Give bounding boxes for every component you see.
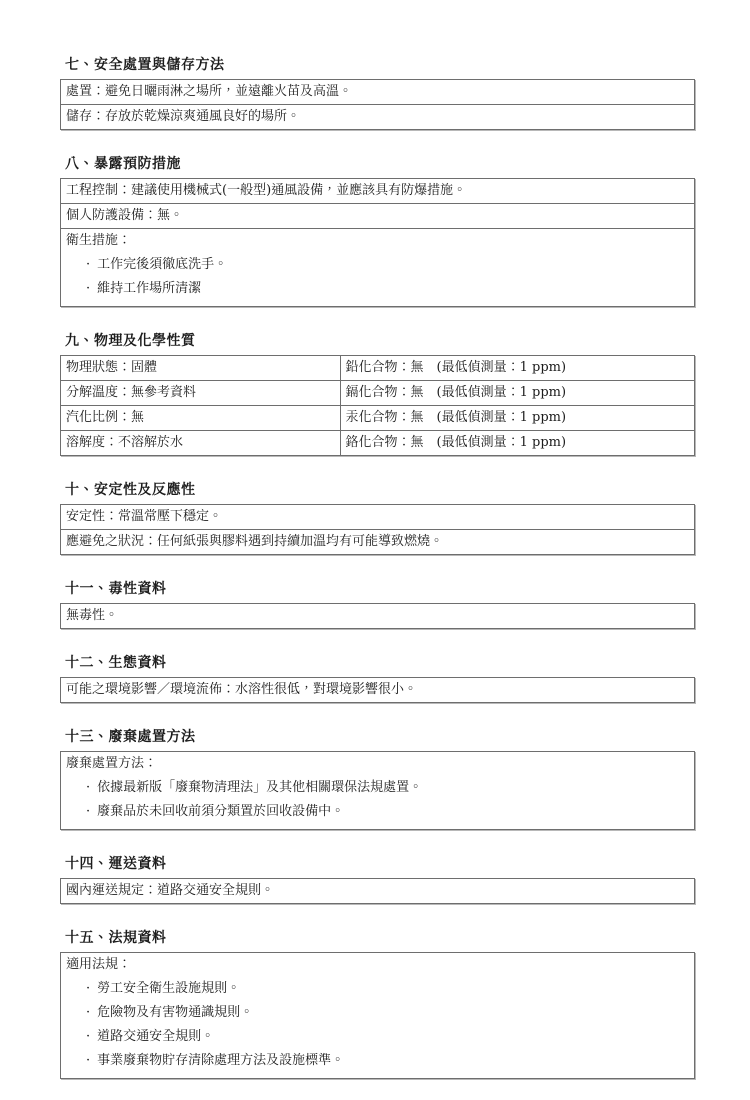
cell-text: 個人防護設備：無。 (66, 208, 184, 223)
section-table (60, 355, 695, 456)
document-section (60, 482, 695, 555)
bullet-item (86, 979, 689, 998)
cell-text: 工程控制：建議使用機械式(一般型)通風設備，並應該具有防爆措施。 (66, 183, 467, 198)
bullet-item (86, 1051, 689, 1070)
bullet-icon: · (86, 804, 91, 819)
table-row (61, 356, 694, 380)
table-row (61, 604, 694, 628)
table-row (61, 228, 694, 306)
section-title: 八、暴露預防措施 (65, 156, 181, 172)
bullet-icon: · (86, 981, 91, 996)
document-section (60, 729, 695, 830)
table-cell (61, 356, 340, 380)
table-row (61, 104, 694, 129)
table-cell (61, 752, 694, 829)
cell-text: 安定性：常溫常壓下穩定。 (66, 509, 223, 524)
table-cell (61, 204, 694, 228)
cell-text: 汽化比例：無 (66, 410, 145, 425)
cell-text: 可能之環境影響／環境流佈：水溶性很低，對環境影響很小。 (66, 682, 418, 697)
section-title: 七、安全處置與儲存方法 (65, 57, 225, 73)
section-table (60, 677, 695, 703)
table-row (61, 380, 694, 405)
section-table (60, 178, 695, 307)
document-section (60, 57, 695, 130)
table-row (61, 678, 694, 702)
table-row (61, 529, 694, 554)
table-cell (340, 356, 694, 380)
table-row (61, 80, 694, 104)
bullet-icon: · (86, 1005, 91, 1020)
table-cell (340, 431, 694, 455)
bullet-icon: · (86, 257, 91, 272)
bullet-item (86, 802, 689, 821)
table-cell (61, 406, 340, 430)
table-cell (61, 505, 694, 529)
table-cell (61, 604, 694, 628)
document-section (60, 930, 695, 1079)
table-row (61, 879, 694, 903)
document-body (60, 57, 695, 1079)
section-title: 九、物理及化學性質 (65, 333, 196, 349)
table-row (61, 405, 694, 430)
cell-text: 國內運送規定：道路交通安全規則。 (66, 883, 275, 898)
cell-text: 儲存：存放於乾燥涼爽通風良好的場所。 (66, 109, 301, 124)
cell-text: 處置：避免日曬雨淋之場所，並遠離火苗及高溫。 (66, 84, 353, 99)
section-title: 十五、法規資料 (65, 930, 167, 946)
cell-text: 適用法規： (66, 957, 132, 972)
cell-text: 溶解度：不溶解於水 (66, 435, 184, 450)
bullet-text: 依據最新版「廢棄物清理法」及其他相關環保法規處置。 (97, 780, 423, 795)
table-row (61, 179, 694, 203)
table-cell (61, 879, 694, 903)
table-cell (340, 406, 694, 430)
section-table (60, 504, 695, 555)
section-title: 十二、生態資料 (65, 655, 167, 671)
table-row (61, 203, 694, 228)
table-cell (61, 530, 694, 554)
bullet-icon: · (86, 1053, 91, 1068)
section-table (60, 751, 695, 830)
cell-text: 鎘化合物：無 (最低偵測量：1 ppm) (345, 385, 567, 400)
section-table (60, 603, 695, 629)
bullet-icon: · (86, 780, 91, 795)
section-table (60, 952, 695, 1079)
document-section (60, 156, 695, 307)
section-table (60, 878, 695, 904)
bullet-item (86, 255, 689, 274)
table-row (61, 430, 694, 455)
cell-text: 應避免之狀況：任何紙張與膠料遇到持續加溫均有可能導致燃燒。 (66, 534, 444, 549)
document-section (60, 333, 695, 456)
bullet-text: 勞工安全衛生設施規則。 (97, 981, 241, 996)
bullet-text: 維持工作場所清潔 (97, 281, 202, 296)
bullet-text: 危險物及有害物通識規則。 (97, 1005, 254, 1020)
cell-text: 汞化合物：無 (最低偵測量：1 ppm) (345, 410, 567, 425)
bullet-icon: · (86, 281, 91, 296)
table-cell (61, 381, 340, 405)
table-cell (61, 179, 694, 203)
table-cell (61, 431, 340, 455)
bullet-item (86, 279, 689, 298)
bullet-text: 廢棄品於未回收前須分類置於回收設備中。 (97, 804, 345, 819)
cell-text: 廢棄處置方法： (66, 756, 158, 771)
document-section (60, 856, 695, 904)
section-title: 十一、毒性資料 (65, 581, 167, 597)
table-cell (61, 105, 694, 129)
cell-text: 無毒性。 (66, 608, 119, 623)
table-cell (61, 80, 694, 104)
bullet-text: 工作完後須徹底洗手。 (97, 257, 228, 272)
cell-text: 衛生措施： (66, 233, 132, 248)
table-row (61, 752, 694, 829)
cell-text: 分解溫度：無參考資料 (66, 385, 197, 400)
document-section (60, 581, 695, 629)
section-table (60, 79, 695, 130)
cell-text: 鉛化合物：無 (最低偵測量：1 ppm) (345, 360, 567, 375)
section-title: 十、安定性及反應性 (65, 482, 196, 498)
table-row (61, 953, 694, 1078)
cell-text: 物理狀態：固體 (66, 360, 158, 375)
cell-text: 鉻化合物：無 (最低偵測量：1 ppm) (345, 435, 567, 450)
section-title: 十三、廢棄處置方法 (65, 729, 196, 745)
bullet-text: 事業廢棄物貯存清除處理方法及設施標準。 (97, 1053, 345, 1068)
document-section (60, 655, 695, 703)
table-cell (61, 678, 694, 702)
table-cell (61, 953, 694, 1078)
table-cell (340, 381, 694, 405)
bullet-item (86, 1003, 689, 1022)
bullet-item (86, 778, 689, 797)
table-row (61, 505, 694, 529)
bullet-text: 道路交通安全規則。 (97, 1029, 215, 1044)
section-title: 十四、運送資料 (65, 856, 167, 872)
table-cell (61, 229, 694, 306)
bullet-icon: · (86, 1029, 91, 1044)
bullet-item (86, 1027, 689, 1046)
